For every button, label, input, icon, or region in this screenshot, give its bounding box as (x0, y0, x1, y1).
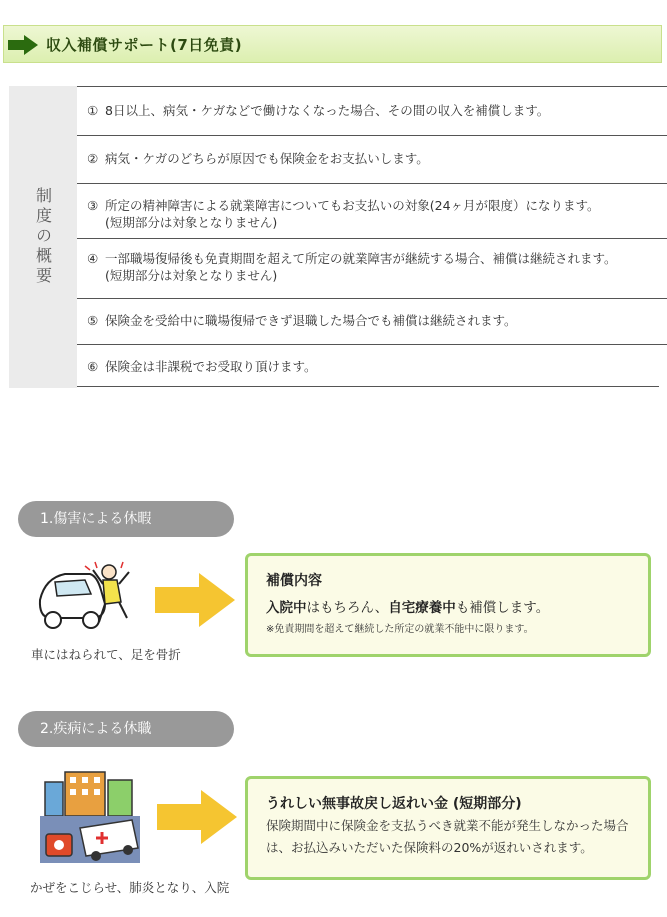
case1-pill: 1.傷害による休暇 (18, 501, 234, 537)
list-item (77, 238, 667, 298)
item-text: 一部職場復帰後も免責期間を超えて所定の就業障害が継続する場合、補償は継続されます。 (105, 251, 617, 266)
box-heading: 補償内容 (266, 573, 322, 589)
box-heading: うれしい無事故戻し返れい金 (短期部分) (266, 796, 522, 812)
item-subtext: (短期部分は対象となりません) (105, 215, 278, 230)
case2-benefit-box (245, 776, 651, 880)
item-text: 8日以上、病気・ケガなどで働けなくなった場合、その間の収入を補償します。 (105, 103, 550, 118)
section-title: 収入補償サポート(7日免責) (46, 36, 243, 54)
item-number: ⑤ (87, 313, 99, 328)
arrow-right-icon (8, 35, 38, 55)
item-text: 病気・ケガのどちらが原因でも保険金をお支払いします。 (105, 151, 429, 166)
divider (77, 386, 659, 387)
item-subtext: (短期部分は対象となりません) (105, 268, 278, 283)
list-item (77, 86, 667, 135)
overview-table (9, 86, 659, 388)
case1-benefit-box (245, 553, 651, 657)
item-number: ⑥ (87, 359, 99, 374)
box-line: 入院中はもちろん、自宅療養中も補償します。 (266, 600, 550, 616)
item-number: ① (87, 103, 99, 118)
overview-list (77, 86, 659, 388)
arrow-right-icon (155, 573, 235, 627)
case2-pill: 2.疾病による休職 (18, 711, 234, 747)
section-header (3, 25, 662, 63)
list-item (77, 183, 667, 238)
item-number: ④ (87, 251, 99, 266)
item-text: 保険金は非課税でお受取り頂けます。 (105, 359, 317, 374)
list-item (77, 135, 667, 183)
item-number: ② (87, 151, 99, 166)
case2-caption: かぜをこじらせ、肺炎となり、入院 (30, 880, 230, 895)
list-item (77, 298, 667, 344)
list-item (77, 344, 667, 388)
overview-label-cell (9, 86, 77, 388)
arrow-right-icon (157, 790, 237, 844)
item-text: 所定の精神障害による就業障害についてもお支払いの対象(24ヶ月が限度）になります。 (105, 198, 600, 213)
case1-caption: 車にはねられて、足を骨折 (31, 647, 181, 662)
box-body: 保険期間中に保険金を支払うべき就業不能が発生しなかった場合は、お払込みいただいた保険料の20%が返れいされます。 (266, 818, 629, 855)
car-accident-icon (35, 560, 130, 640)
item-text: 保険金を受給中に職場復帰できず退職した場合でも補償は継続されます。 (105, 313, 517, 328)
item-number: ③ (87, 198, 99, 213)
hospital-ambulance-icon (40, 768, 140, 863)
overview-label: 制度の概要 (33, 187, 53, 287)
box-note: ※免責期間を超えて継続した所定の就業不能中に限ります。 (266, 624, 534, 635)
